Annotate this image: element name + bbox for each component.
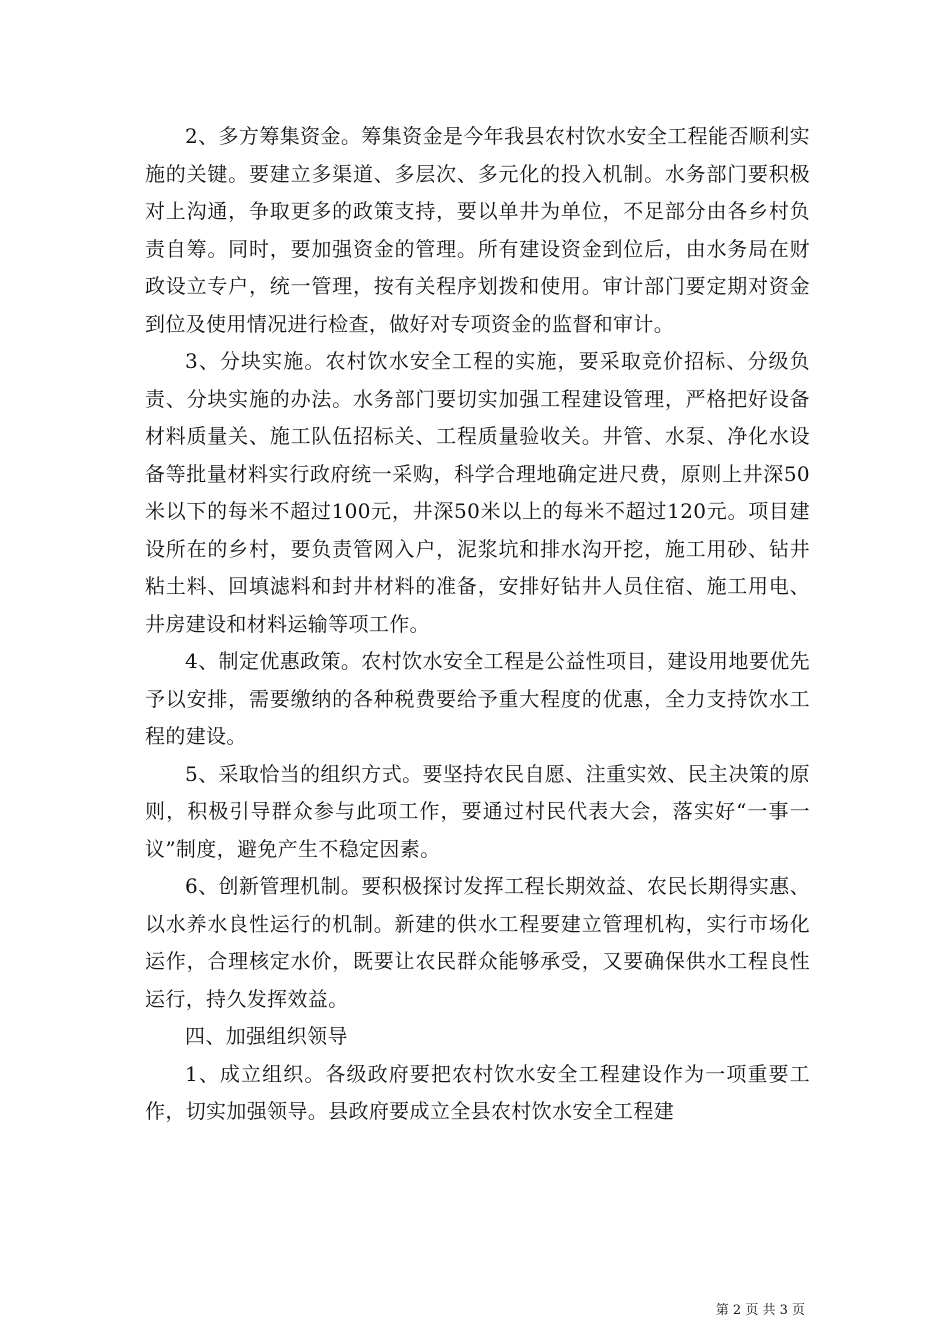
paragraph-management-mechanism: 6、创新管理机制。要积极探讨发挥工程长期效益、农民长期得实惠、以水养水良性运行的机制。新建的供水工程要建立管理机构，实行市场化运作，合理核定水价，既要让农民群众能够承受，又要确保供水工程良性运行，持久发挥效益。 (145, 874, 810, 1011)
document-body (145, 118, 810, 1131)
section-heading-leadership: 四、加强组织领导 (185, 1024, 348, 1048)
paragraph-preferential-policy: 4、制定优惠政策。农村饮水安全工程是公益性项目，建设用地要优先予以安排，需要缴纳的各种税费要给予重大程度的优惠，全力支持饮水工程的建设。 (145, 649, 810, 748)
paragraph-establish-organization: 1、成立组织。各级政府要把农村饮水安全工程建设作为一项重要工作，切实加强领导。县政府要成立全县农村饮水安全工程建 (145, 1061, 810, 1123)
paragraph-fundraising: 2、多方筹集资金。筹集资金是今年我县农村饮水安全工程能否顺利实施的关键。要建立多渠道、多层次、多元化的投入机制。水务部门要积极对上沟通，争取更多的政策支持，要以单井为单位，不足部分由各乡村负责自筹。同时，要加强资金的管理。所有建设资金到位后，由水务局在财政设立专户，统一管理，按有关程序划拨和使用。审计部门要定期对资金到位及使用情况进行检查，做好对专项资金的监督和审计。 (145, 124, 810, 336)
paragraph-organization-method: 5、采取恰当的组织方式。要坚持农民自愿、注重实效、民主决策的原则，积极引导群众参与此项工作，要通过村民代表大会，落实好“一事一议”制度，避免产生不稳定因素。 (145, 761, 810, 861)
page-number-footer: 第 2 页 共 3 页 (715, 1303, 805, 1318)
paragraph-implementation: 3、分块实施。农村饮水安全工程的实施，要采取竞价招标、分级负责、分块实施的办法。水务部门要切实加强工程建设管理，严格把好设备材料质量关、施工队伍招标关、工程质量验收关。井管、水泵、净化水设备等批量材料实行政府统一采购，科学合理地确定进尺费，原则上井深50米以下的每米不超过100元，井深50米以上的每米不超过120元。项目建设所在的乡村，要负责管网入户，泥浆坑和排水沟开挖，施工用砂、钻井粘土料、回填滤料和封井材料的准备，安排好钻井人员住宿、施工用电、井房建设和材料运输等项工作。 (145, 349, 810, 636)
